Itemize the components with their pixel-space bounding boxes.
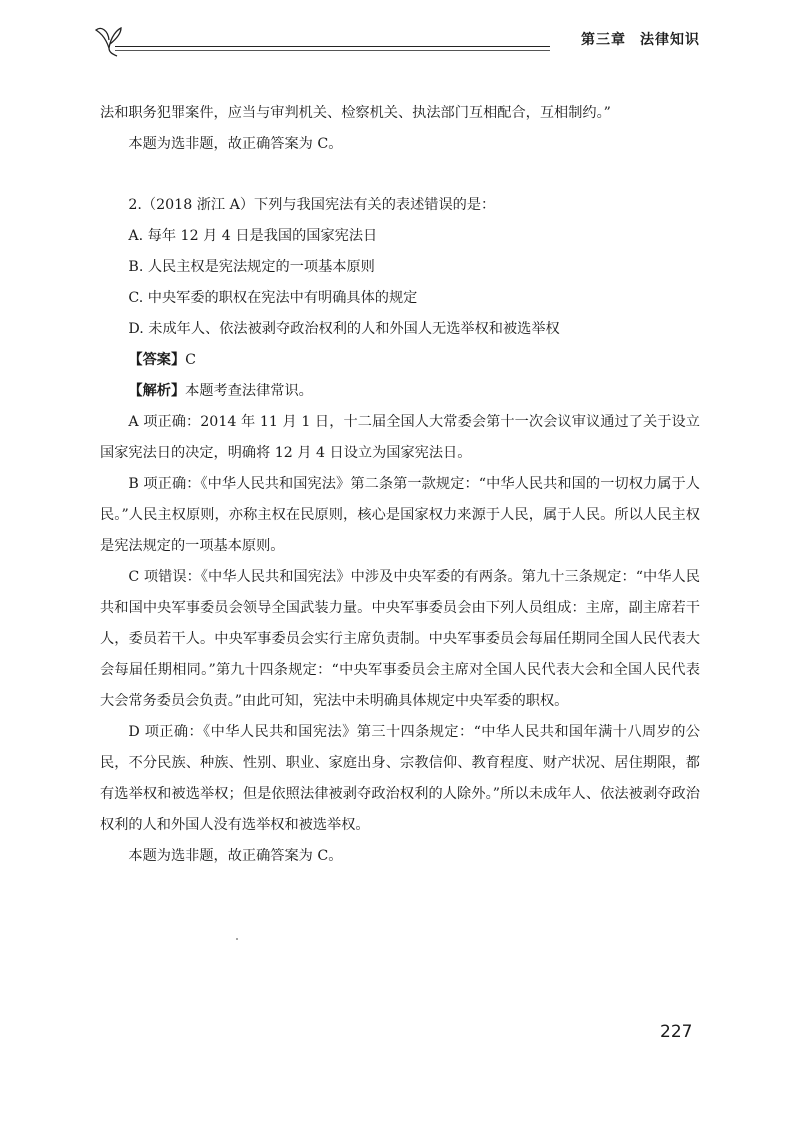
page-number: 227 [660, 1022, 693, 1042]
option-c: C. 中央军委的职权在宪法中有明确具体的规定 [128, 290, 418, 306]
answer-label: 【答案】 [128, 352, 186, 368]
option-d: D. 未成年人、依法被剥夺政治权利的人和外国人无选举权和被选举权 [128, 321, 560, 337]
answer-line [100, 345, 700, 376]
analysis-line [100, 376, 700, 407]
question-stem: 2.（2018 浙江 A）下列与我国宪法有关的表述错误的是： [128, 197, 496, 213]
explanation-b: B 项正确：《中华人民共和国宪法》第二条第一款规定：“中华人民共和国的一切权力属于人民。”人民主权原则，亦称主权在民原则，核心是国家权力来源于人民，属于人民。所以人民主权是宪法规定的一项基本原则。 [100, 476, 700, 554]
conclusion: 本题为选非题，故正确答案为 C。 [128, 848, 343, 864]
chapter-heading [581, 29, 700, 49]
page-header [95, 18, 700, 58]
header-rule-thin [115, 50, 550, 51]
intro-line-1: 法和职务犯罪案件，应当与审判机关、检察机关、执法部门互相配合，互相制约。” [100, 105, 611, 121]
analysis-text: 本题考查法律常识。 [185, 383, 313, 399]
explanation-d: D 项正确：《中华人民共和国宪法》第三十四条规定：“中华人民共和国年满十八周岁的公民，不分民族、种族、性别、职业、家庭出身、宗教信仰、教育程度、财产状况、居住期限，都有选举权和被选举权；但是依照法律被剥夺政治权利的人除外。”所以未成年人、依法被剥夺政治权利的人和外国人没有选举权和被选举权。 [100, 724, 700, 833]
intro-line-2: 本题为选非题，故正确答案为 C。 [128, 136, 343, 152]
option-b: B. 人民主权是宪法规定的一项基本原则 [128, 259, 375, 275]
explanation-a: A 项正确：2014 年 11 月 1 日，十二届全国人大常委会第十一次会议审议通过了关于设立国家宪法日的决定，明确将 12 月 4 日设立为国家宪法日。 [100, 414, 700, 461]
chapter-title: 法律知识 [640, 32, 700, 48]
page-body [100, 98, 700, 872]
explanation-c: C 项错误：《中华人民共和国宪法》中涉及中央军委的有两条。第九十三条规定：“中华人民共和国中央军事委员会领导全国武装力量。中央军事委员会由下列人员组成：主席，副主席若干人，委员若干人。中央军事委员会实行主席负责制。中央军事委员会每届任期同全国人民代表大会每届任期相同。”第九十四条规定：“中央军事委员会主席对全国人民代表大会和全国人民代表大会常务委员会负责。”由此可知，宪法中未明确具体规定中央军委的职权。 [100, 569, 700, 709]
answer-value: C [185, 352, 197, 368]
scan-speck [236, 938, 238, 940]
option-a: A. 每年 12 月 4 日是我国的国家宪法日 [128, 228, 378, 244]
analysis-label: 【解析】 [128, 383, 186, 399]
header-rule [115, 46, 550, 47]
chapter-label: 第三章 [581, 32, 626, 48]
sprout-icon [95, 18, 129, 58]
